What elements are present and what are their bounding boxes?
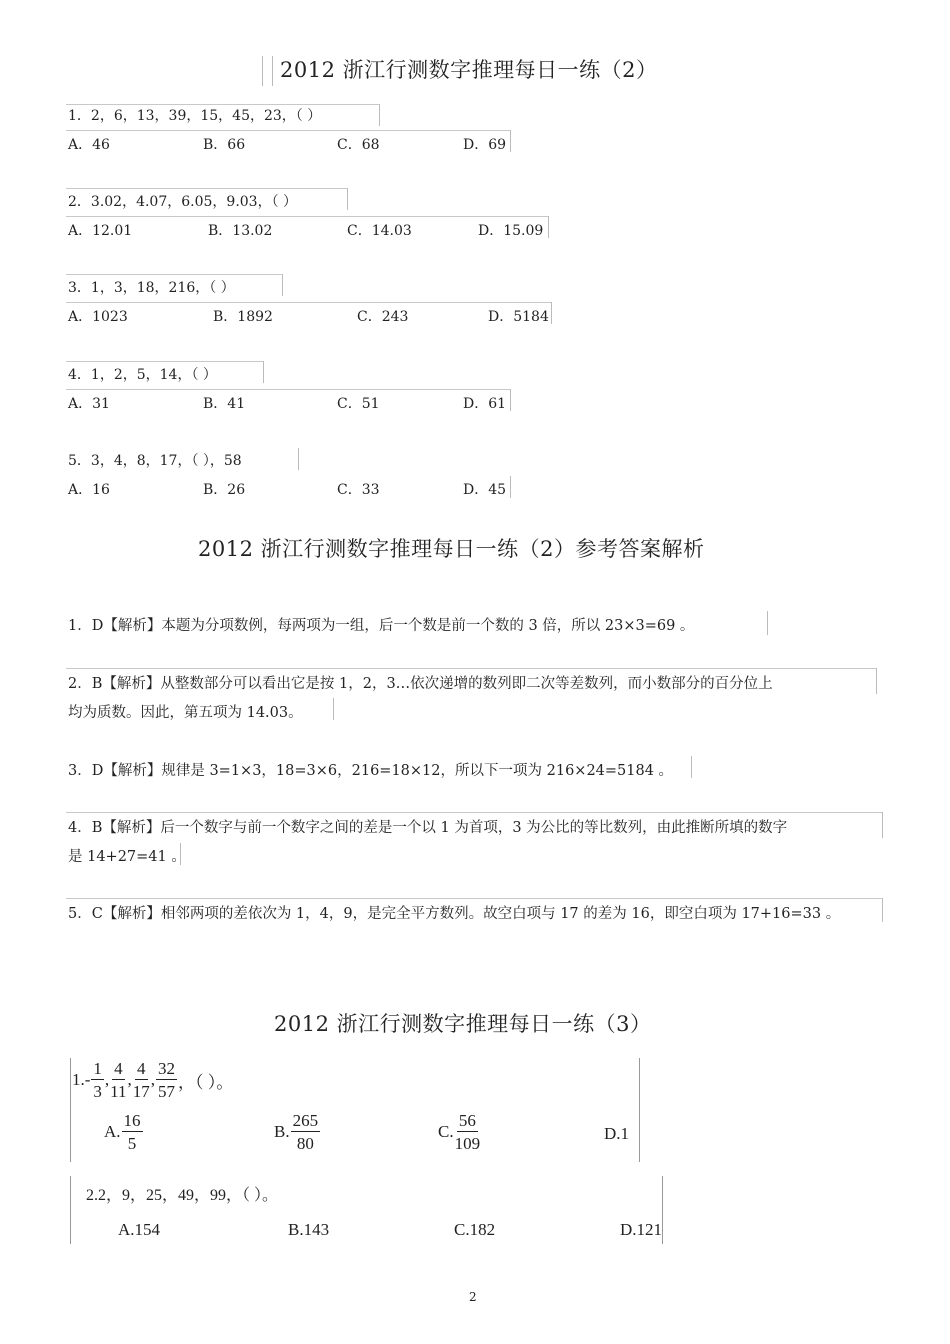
question-3-2-option-d: D.121 [620, 1220, 663, 1239]
question-5-stem: 5．3，4，8，17，（ ），58 [68, 453, 242, 469]
practice-3-title: 2012 浙江行测数字推理每日一练（3） [274, 1012, 652, 1036]
seq-fraction-3: $\frac{4}{17}$ [132, 1059, 150, 1101]
answers-title: 2012 浙江行测数字推理每日一练（2）参考答案解析 [198, 537, 705, 561]
practice-2-title: 2012 浙江行测数字推理每日一练（2） [280, 58, 658, 82]
answer-3: 3．D【解析】规律是 3=1×3，18=3×6，216=18×12，所以下一项为 216×24=5184 。 [68, 763, 674, 779]
question-5-option-b: B．26 [203, 482, 246, 498]
question-2-option-b: B．13.02 [208, 223, 273, 239]
question-3-option-b: B．1892 [213, 309, 273, 325]
question-3-2-stem: 2.2，9，25，49，99，（ ）。 [86, 1187, 279, 1204]
question-4-stem: 4．1，2，5，14，（ ） [68, 367, 217, 383]
answer-4-line-2: 是 14+27=41 。 [68, 849, 186, 865]
question-3-1-option-a: A. $\frac{16}{5}$ [104, 1111, 141, 1153]
question-3-1-tail: ，（ ）。 [178, 1072, 234, 1092]
question-5-option-d: D．45 [463, 482, 507, 498]
seq-fraction-4: $\frac{32}{57}$ [158, 1059, 176, 1101]
question-3-2-option-b: B.143 [288, 1220, 330, 1239]
question-3-1-prefix: 1.- [72, 1070, 91, 1089]
question-1-option-a: A．46 [68, 137, 110, 153]
question-4-option-b: B．41 [203, 396, 246, 412]
question-2-stem: 2．3.02，4.07，6.05，9.03，（ ） [68, 194, 298, 210]
question-3-option-c: C．243 [357, 309, 409, 325]
question-2-option-a: A．12.01 [68, 223, 133, 239]
question-4-option-d: D．61 [463, 396, 507, 412]
question-5-option-a: A．16 [68, 482, 110, 498]
question-1-option-c: C．68 [337, 137, 380, 153]
question-4-option-c: C．51 [337, 396, 380, 412]
answer-4-line-1: 4．B【解析】后一个数字与前一个数字之间的差是一个以 1 为首项，3 为公比的等比数列，由此推断所填的数字 [68, 820, 788, 836]
answer-2-line-1: 2．B【解析】从整数部分可以看出它是按 1，2，3…依次递增的数列即二次等差数列，而小数部分的百分位上 [68, 676, 773, 692]
question-3-1-stem: 1.- $\frac{1}{3}$ , $\frac{4}{11}$ , $\frac{4}{17}$ , $\frac{32}{57}$ ，（ ）。 [72, 1059, 234, 1101]
answer-5: 5．C【解析】相邻两项的差依次为 1，4，9，是完全平方数列。故空白项与 17 的差为 16，即空白项为 17+16=33 。 [68, 906, 841, 922]
question-3-1-option-d: D.1 [604, 1124, 630, 1143]
question-2-option-c: C．14.03 [347, 223, 412, 239]
question-3-1-option-c: C. $\frac{56}{109}$ [438, 1111, 481, 1153]
question-3-stem: 3．1，3，18，216，（ ） [68, 280, 235, 296]
question-2-option-d: D．15.09 [478, 223, 544, 239]
question-3-1-option-b: B. $\frac{265}{80}$ [274, 1111, 319, 1153]
question-3-option-a: A．1023 [68, 309, 128, 325]
question-3-2-option-a: A.154 [118, 1220, 161, 1239]
seq-fraction-2: $\frac{4}{11}$ [110, 1059, 127, 1101]
page-number: 2 [469, 1290, 477, 1304]
question-3-option-d: D．5184 [488, 309, 549, 325]
question-3-2-option-c: C.182 [454, 1220, 496, 1239]
question-1-stem: 1．2，6，13，39，15，45，23，（ ） [68, 108, 322, 124]
question-1-option-d: D．69 [463, 137, 507, 153]
question-1-option-b: B．66 [203, 137, 246, 153]
seq-fraction-1: $\frac{1}{3}$ [93, 1059, 102, 1101]
question-4-option-a: A．31 [68, 396, 110, 412]
answer-1: 1．D【解析】本题为分项数例，每两项为一组，后一个数是前一个数的 3 倍，所以 23×3=69 。 [68, 618, 695, 634]
question-5-option-c: C．33 [337, 482, 380, 498]
answer-2-line-2: 均为质数。因此，第五项为 14.03。 [68, 705, 303, 721]
